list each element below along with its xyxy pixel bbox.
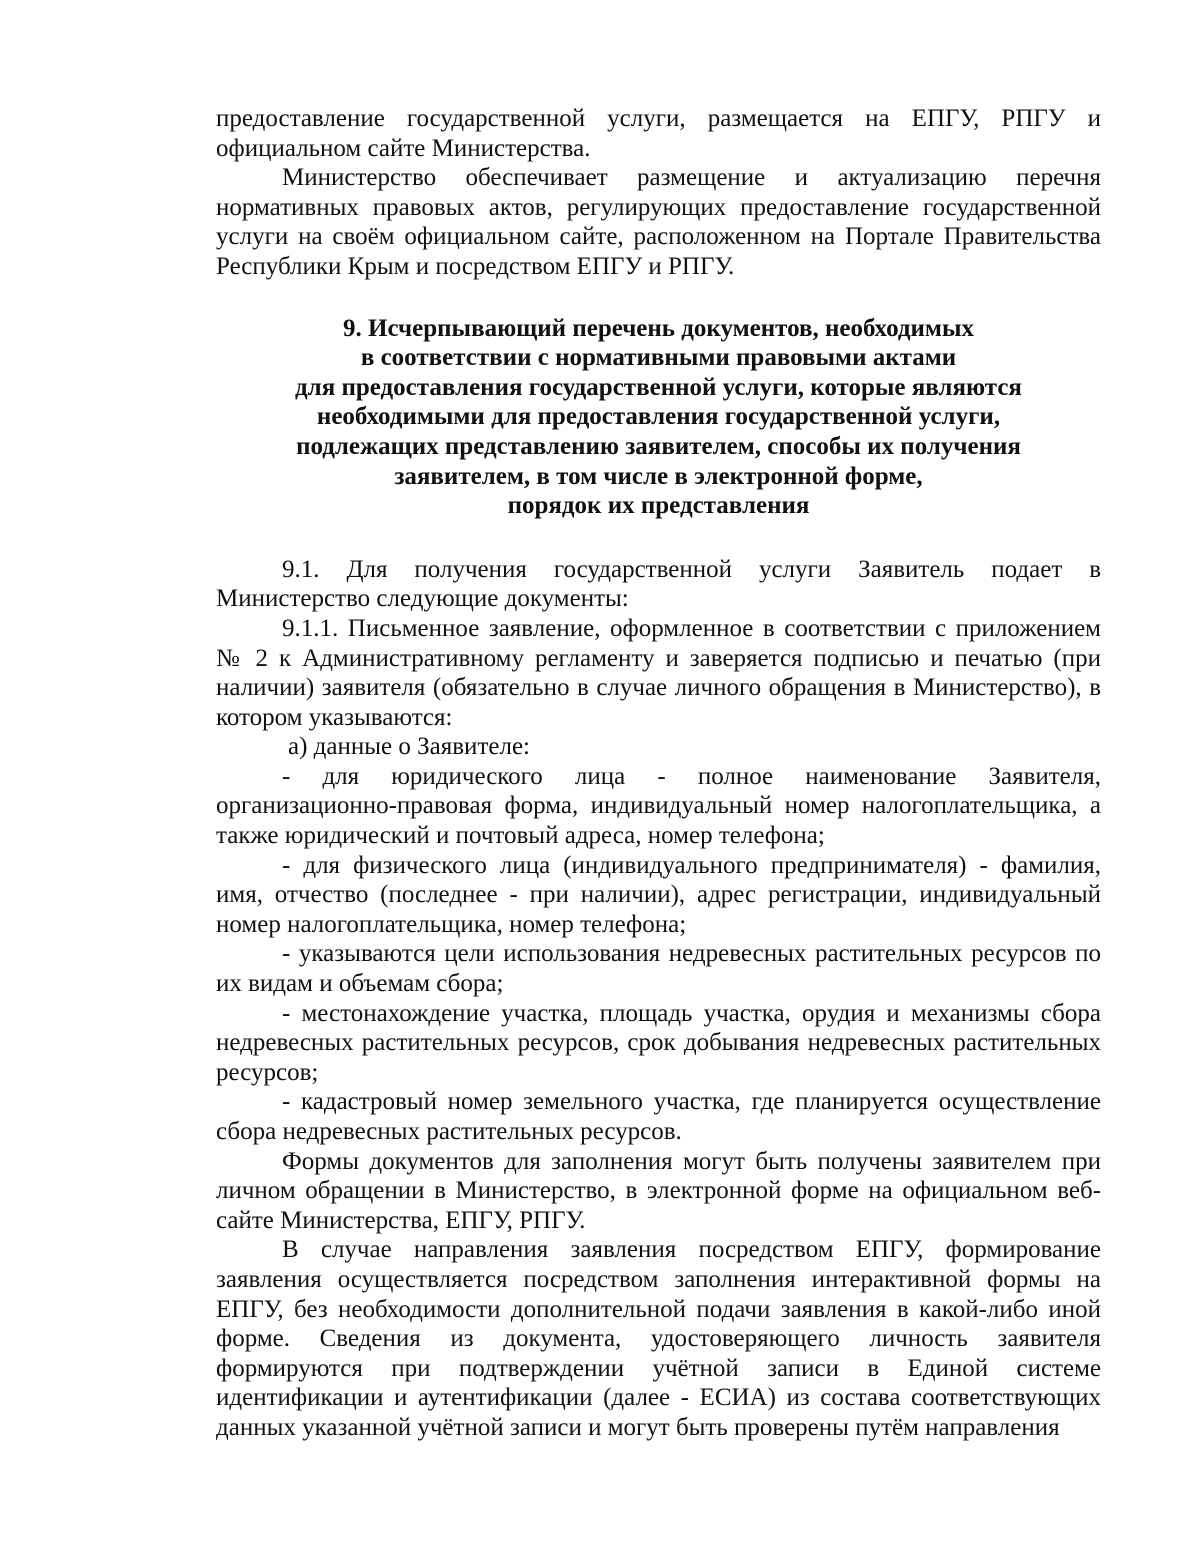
paragraph-location: - местонахождение участка, площадь участка, орудия и механизмы сбора недревесных растительных ресурсов, срок добывания недревесных растительных ресурсов; <box>216 999 1101 1086</box>
heading-line: подлежащих представлению заявителем, способы их получения <box>296 432 1021 460</box>
paragraph-9-1: 9.1. Для получения государственной услуги Заявитель подает в Министерство следующие документы: <box>216 555 1101 613</box>
heading-line: необходимыми для предоставления государственной услуги, <box>316 403 1001 431</box>
heading-line: для предоставления государственной услуги, которые являются <box>295 373 1022 401</box>
paragraph-forms: Формы документов для заполнения могут быть получены заявителем при личном обращении в Министерство, в электронной форме на официальном веб-сайте Министерства, ЕПГУ, РПГУ. <box>216 1147 1101 1234</box>
section-heading-9 <box>216 314 1101 521</box>
paragraph-9-1-1: 9.1.1. Письменное заявление, оформленное в соответствии с приложением № 2 к Административному регламенту и заверяется подписью и печатью (при наличии) заявителя (обязательно в случае личного обращения в Министерство), в котором указываются: <box>216 614 1101 731</box>
paragraph-legal-entity: - для юридического лица - полное наименование Заявителя, организационно-правовая форма, индивидуальный номер налогоплательщика, а также юридический и почтовый адреса, номер телефона; <box>216 762 1101 850</box>
document-page <box>216 104 1101 1443</box>
heading-line: в соответствии с нормативными правовыми актами <box>360 344 957 372</box>
paragraph-ministry-npa: Министерство обеспечивает размещение и актуализацию перечня нормативных правовых актов, регулирующих предоставление государственной услуги на своём официальном сайте, расположенном на Портале Правительства Республики Крым и посредством ЕПГУ и РПГУ. <box>216 164 1101 280</box>
heading-line: заявителем, в том числе в электронной форме, <box>394 462 923 490</box>
paragraph-purposes: - указываются цели использования недревесных растительных ресурсов по их видам и объемам сбора; <box>216 940 1101 998</box>
paragraph-continuation: предоставление государственной услуги, размещается на ЕПГУ, РПГУ и официальном сайте Министерства. <box>216 105 1101 162</box>
heading-line: 9. Исчерпывающий перечень документов, необходимых <box>343 314 974 342</box>
paragraph-individual: - для физического лица (индивидуального предпринимателя) - фамилия, имя, отчество (последнее - при наличии), адрес регистрации, индивидуальный номер налогоплательщика, номер телефона; <box>216 851 1101 938</box>
paragraph-cadastral: - кадастровый номер земельного участка, где планируется осуществление сбора недревесных растительных ресурсов. <box>216 1088 1101 1145</box>
paragraph-applicant-data: а) данные о Заявителе: <box>288 733 530 761</box>
paragraph-epgu: В случае направления заявления посредством ЕПГУ, формирование заявления осуществляется посредством заполнения интерактивной формы на ЕПГУ, без необходимости дополнительной подачи заявления в какой-либо иной форме. Сведения из документа, удостоверяющего личность заявителя формируются при подтверждении учётной записи в Единой системе идентификации и аутентификации (далее - ЕСИА) из состава соответствующих данных указанной учётной записи и могут быть проверены путём направления <box>216 1236 1101 1441</box>
heading-line: порядок их представления <box>507 492 810 520</box>
